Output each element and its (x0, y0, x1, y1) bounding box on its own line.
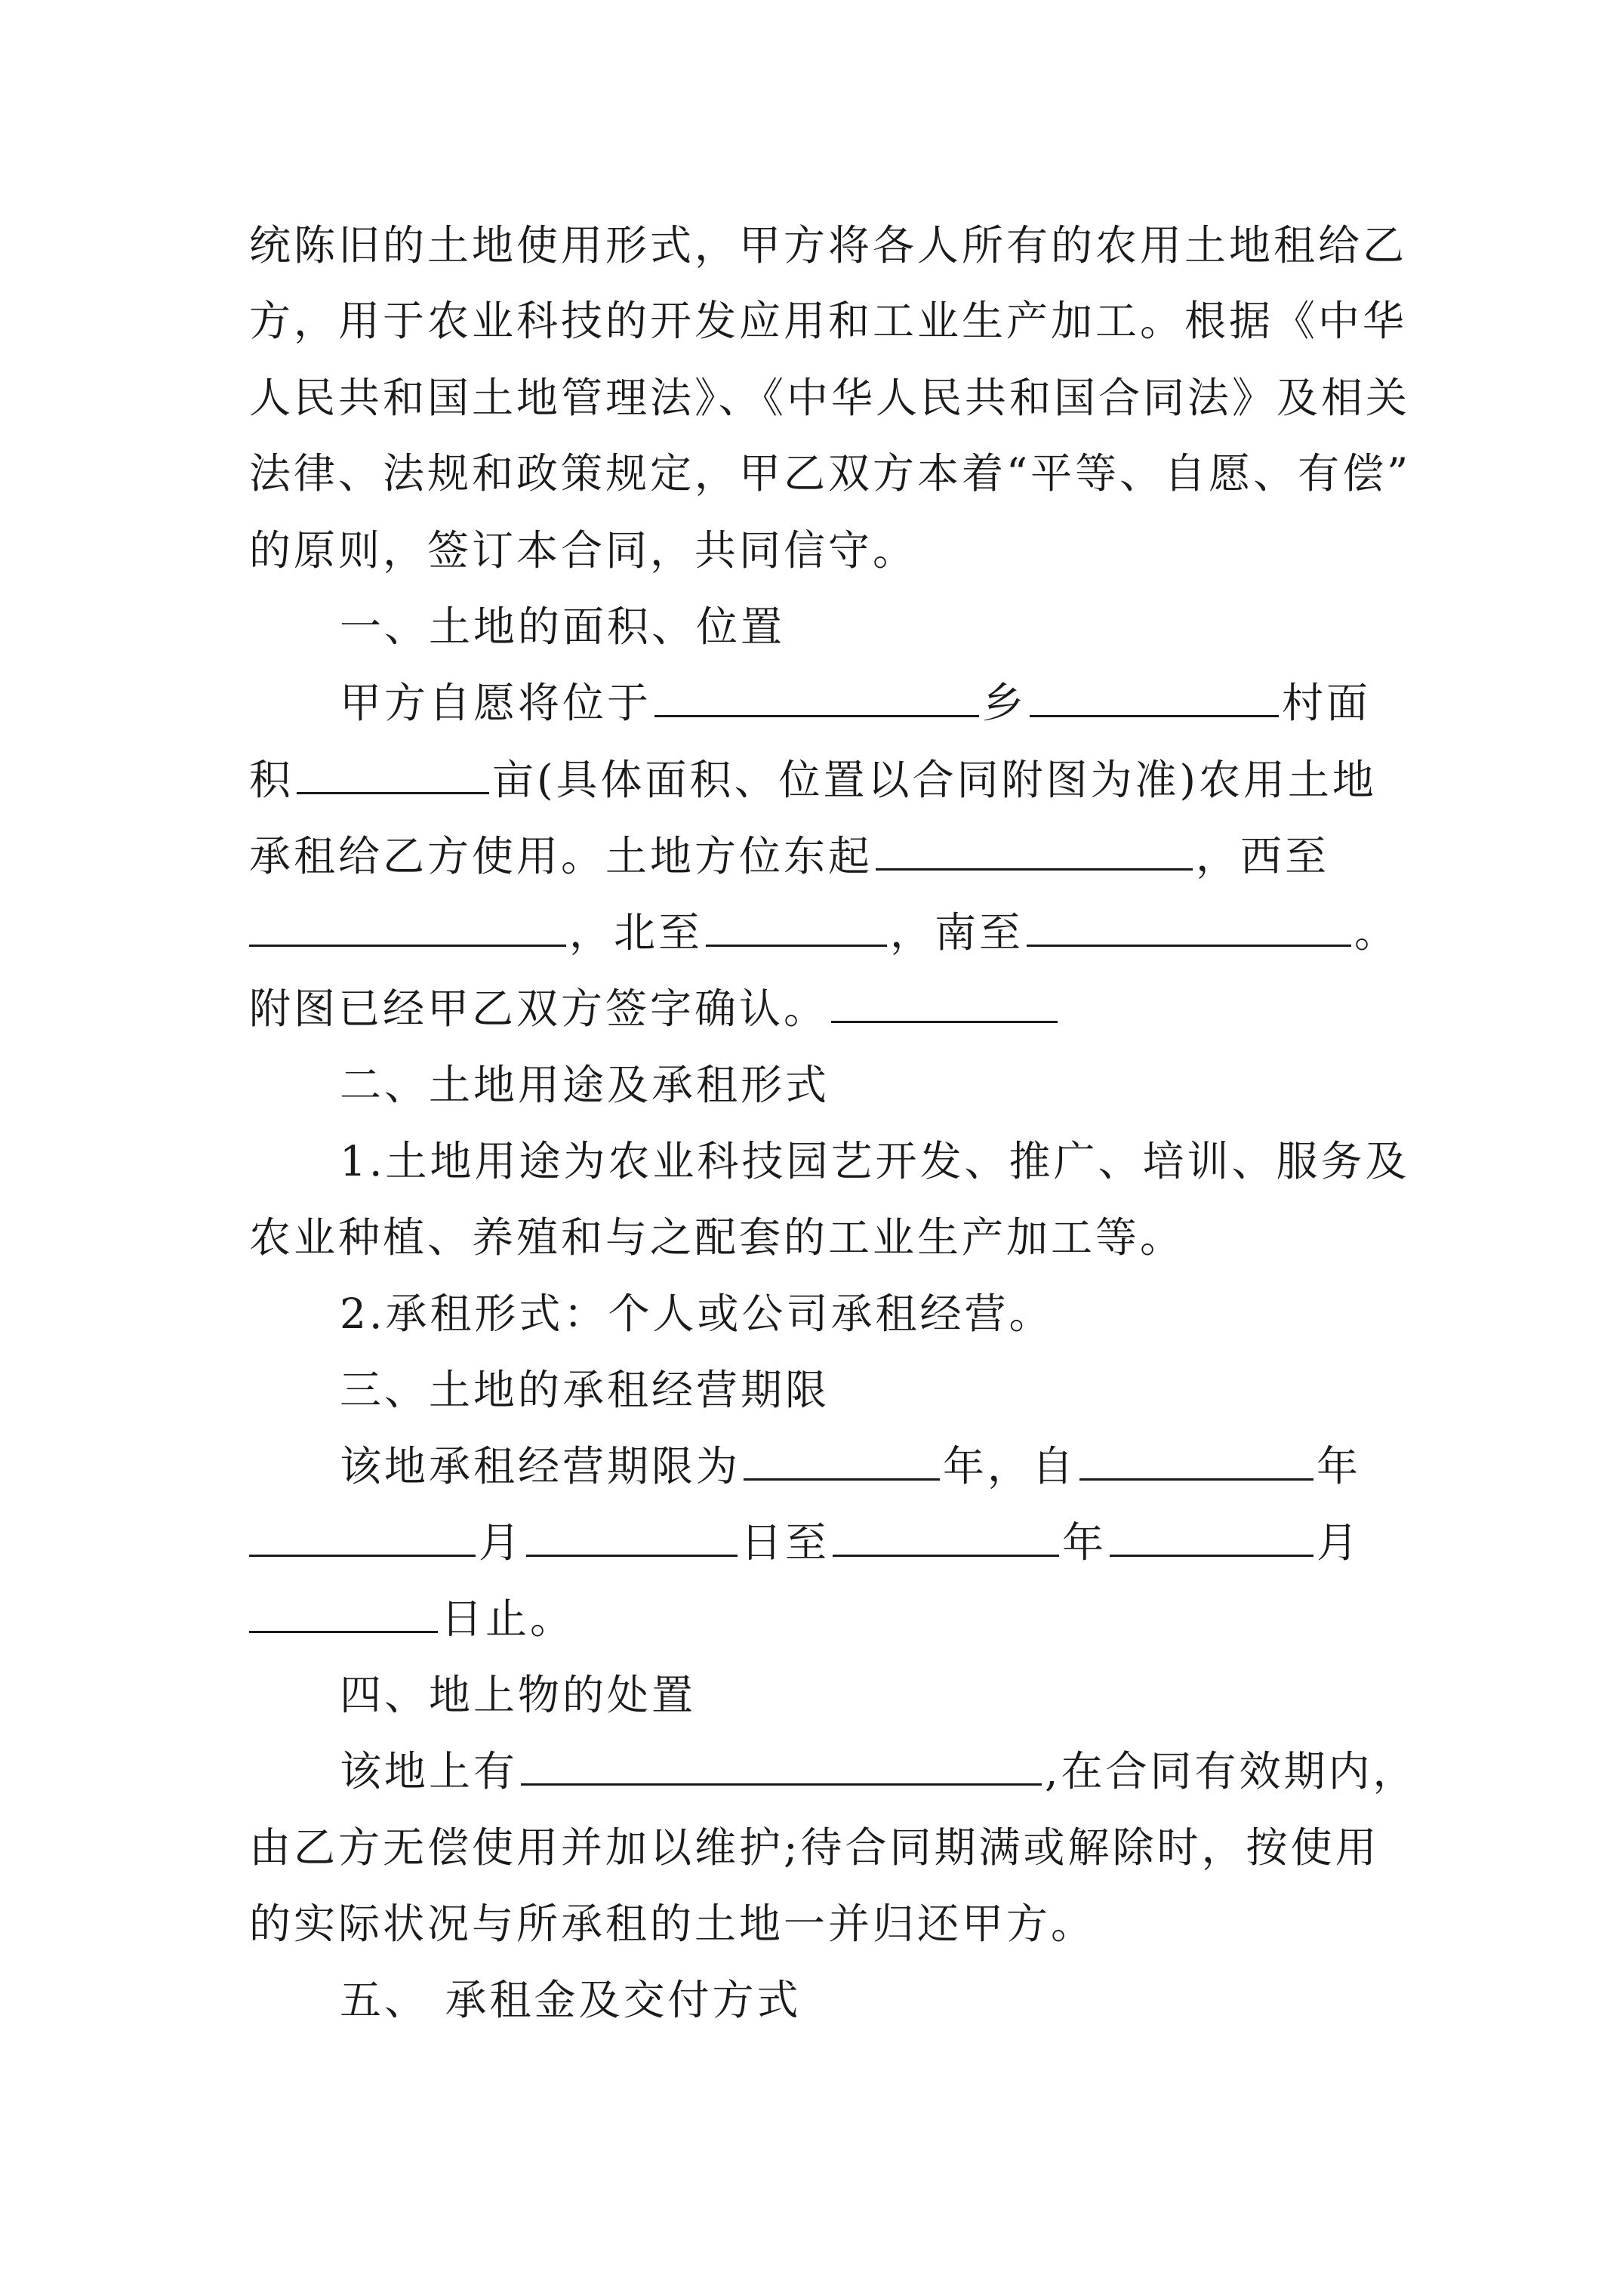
intro-line (249, 291, 1407, 351)
section-heading (340, 1055, 830, 1115)
s2-line (249, 1207, 1184, 1268)
blank-west[interactable] (249, 905, 566, 947)
blank-start-month[interactable] (249, 1515, 476, 1557)
heading-text: 二、土地用途及承租形式 (340, 1061, 830, 1109)
s1-line (340, 673, 1371, 733)
s3-line (249, 1589, 574, 1649)
s1-line (249, 750, 1377, 810)
intro-line (249, 520, 917, 581)
heading-text: 一、土地的面积、位置 (340, 603, 786, 651)
text: ，南至 (890, 908, 1024, 957)
s3-line (249, 1512, 1361, 1573)
text: 该地承租经营期限为 (340, 1442, 741, 1490)
intro-line (249, 368, 1410, 428)
text: 亩(具体面积、位置以合同附图为准)农用土地 (492, 756, 1377, 804)
text: 方，用于农业科技的开发应用和工业生产加工。根据《中华 (249, 297, 1408, 345)
text: 年，自 (943, 1442, 1077, 1490)
blank-structures[interactable] (521, 1744, 1042, 1786)
blank-end-year[interactable] (833, 1515, 1059, 1557)
text: 农业种植、养殖和与之配套的工业生产加工等。 (249, 1213, 1185, 1262)
s1-line (249, 978, 1061, 1039)
text: 积 (249, 756, 294, 804)
text: 承租给乙方使用。土地方位东起 (249, 832, 873, 880)
text: 日至 (741, 1518, 830, 1567)
s4-line (249, 1817, 1380, 1878)
blank-signature[interactable] (831, 982, 1058, 1023)
text: 统陈旧的土地使用形式，甲方将各人所有的农用土地租给乙 (249, 221, 1408, 270)
blank-area[interactable] (297, 753, 489, 794)
s1-line (249, 826, 1329, 886)
blank-start-year[interactable] (1079, 1439, 1313, 1481)
text: 日止。 (441, 1595, 575, 1643)
text: 的实际状况与所承租的土地一并归还甲方。 (249, 1900, 1096, 1948)
text: 1.土地用途为农业科技园艺开发、推广、培训、服务及 (340, 1137, 1410, 1185)
text: 月 (1317, 1518, 1362, 1567)
intro-line (249, 443, 1411, 504)
text: 法律、法规和政策规定，甲乙双方本着“平等、自愿、有偿” (249, 449, 1412, 498)
heading-text: 四、地上物的处置 (340, 1671, 697, 1719)
section-heading (340, 1665, 696, 1725)
blank-east[interactable] (876, 829, 1193, 871)
s3-line (340, 1436, 1361, 1496)
text: 村面 (1282, 679, 1372, 727)
text: 月 (479, 1518, 524, 1567)
text: 年 (1062, 1518, 1107, 1567)
text: ,在合同有效期内， (1045, 1747, 1418, 1795)
text: 该地上有 (340, 1747, 519, 1795)
blank-end-month[interactable] (1110, 1515, 1313, 1557)
blank-township[interactable] (654, 676, 979, 717)
text: 由乙方无偿使用并加以维护;待合同期满或解除时，按使用 (249, 1823, 1380, 1872)
section-heading (340, 1360, 830, 1420)
text: 附图已经甲乙双方签字确认。 (249, 985, 829, 1033)
s1-line (249, 902, 1399, 963)
s4-line (340, 1741, 1418, 1801)
text: 人民共和国土地管理法》、《中华人民共和国合同法》及相关 (249, 374, 1411, 422)
s2-line (340, 1284, 1053, 1344)
section-heading (340, 596, 785, 657)
s4-line (249, 1894, 1095, 1954)
blank-village[interactable] (1030, 676, 1279, 717)
heading-text: 三、土地的承租经营期限 (340, 1366, 830, 1414)
blank-start-day[interactable] (526, 1515, 738, 1557)
text: 。 (1354, 908, 1400, 957)
blank-north[interactable] (706, 905, 887, 947)
heading-text: 五、 承租金及交付方式 (340, 1976, 802, 2024)
text: ，北至 (569, 908, 704, 957)
intro-line (249, 215, 1407, 276)
text: 年 (1317, 1442, 1362, 1490)
s2-line (340, 1131, 1409, 1191)
section-heading (340, 1970, 801, 2030)
text: 2.承租形式：个人或公司承租经营。 (340, 1290, 1054, 1338)
text: 乡 (982, 679, 1027, 727)
blank-south[interactable] (1027, 905, 1351, 947)
blank-years[interactable] (744, 1439, 940, 1481)
text: 甲方自愿将位于 (340, 679, 652, 727)
text: ，西至 (1196, 832, 1330, 880)
text: 的原则，签订本合同，共同信守。 (249, 526, 918, 575)
blank-end-day[interactable] (249, 1592, 438, 1633)
